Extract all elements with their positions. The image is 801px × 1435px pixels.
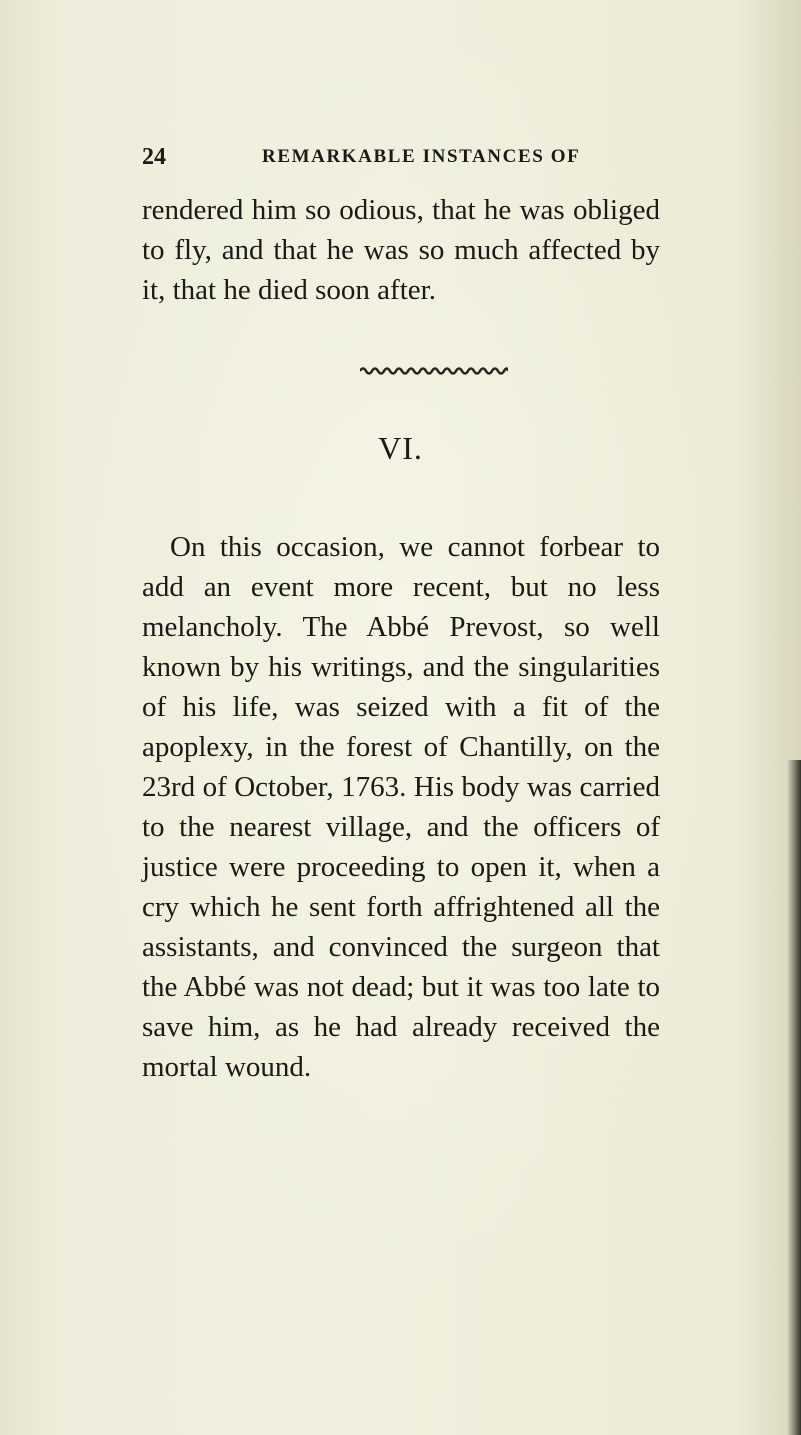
running-head [142, 140, 662, 174]
paragraph-continuation [142, 190, 660, 310]
paragraph-text: rendered him so odious, that he was obliged to fly, and that he was so much affected by it, that he died soon after. [142, 194, 660, 306]
running-head-title: REMARKABLE INSTANCES OF [262, 146, 581, 167]
section-number: VI. [378, 430, 423, 466]
wavy-rule-ornament-icon [360, 366, 508, 376]
paragraph-section-vi [142, 527, 660, 1087]
paragraph-text: On this occasion, we cannot forbear to add an event more recent, but no less melancholy. The Abbé Prevost, so well known by his writings, and the singularities of his life, was seized with a fit of the apoplexy, in the forest of Chantilly, on the 23rd of October, 1763. His body was carried to the nearest village, and the officers of justice were proceeding to open it, when a cry which he sent forth affrightened all the assistants, and convinced the surgeon that the Abbé was not dead; but it was too late to save him, as he had already received the mortal wound. [142, 531, 660, 1083]
page-edge-shadow [787, 760, 801, 1435]
page-number: 24 [142, 144, 166, 170]
